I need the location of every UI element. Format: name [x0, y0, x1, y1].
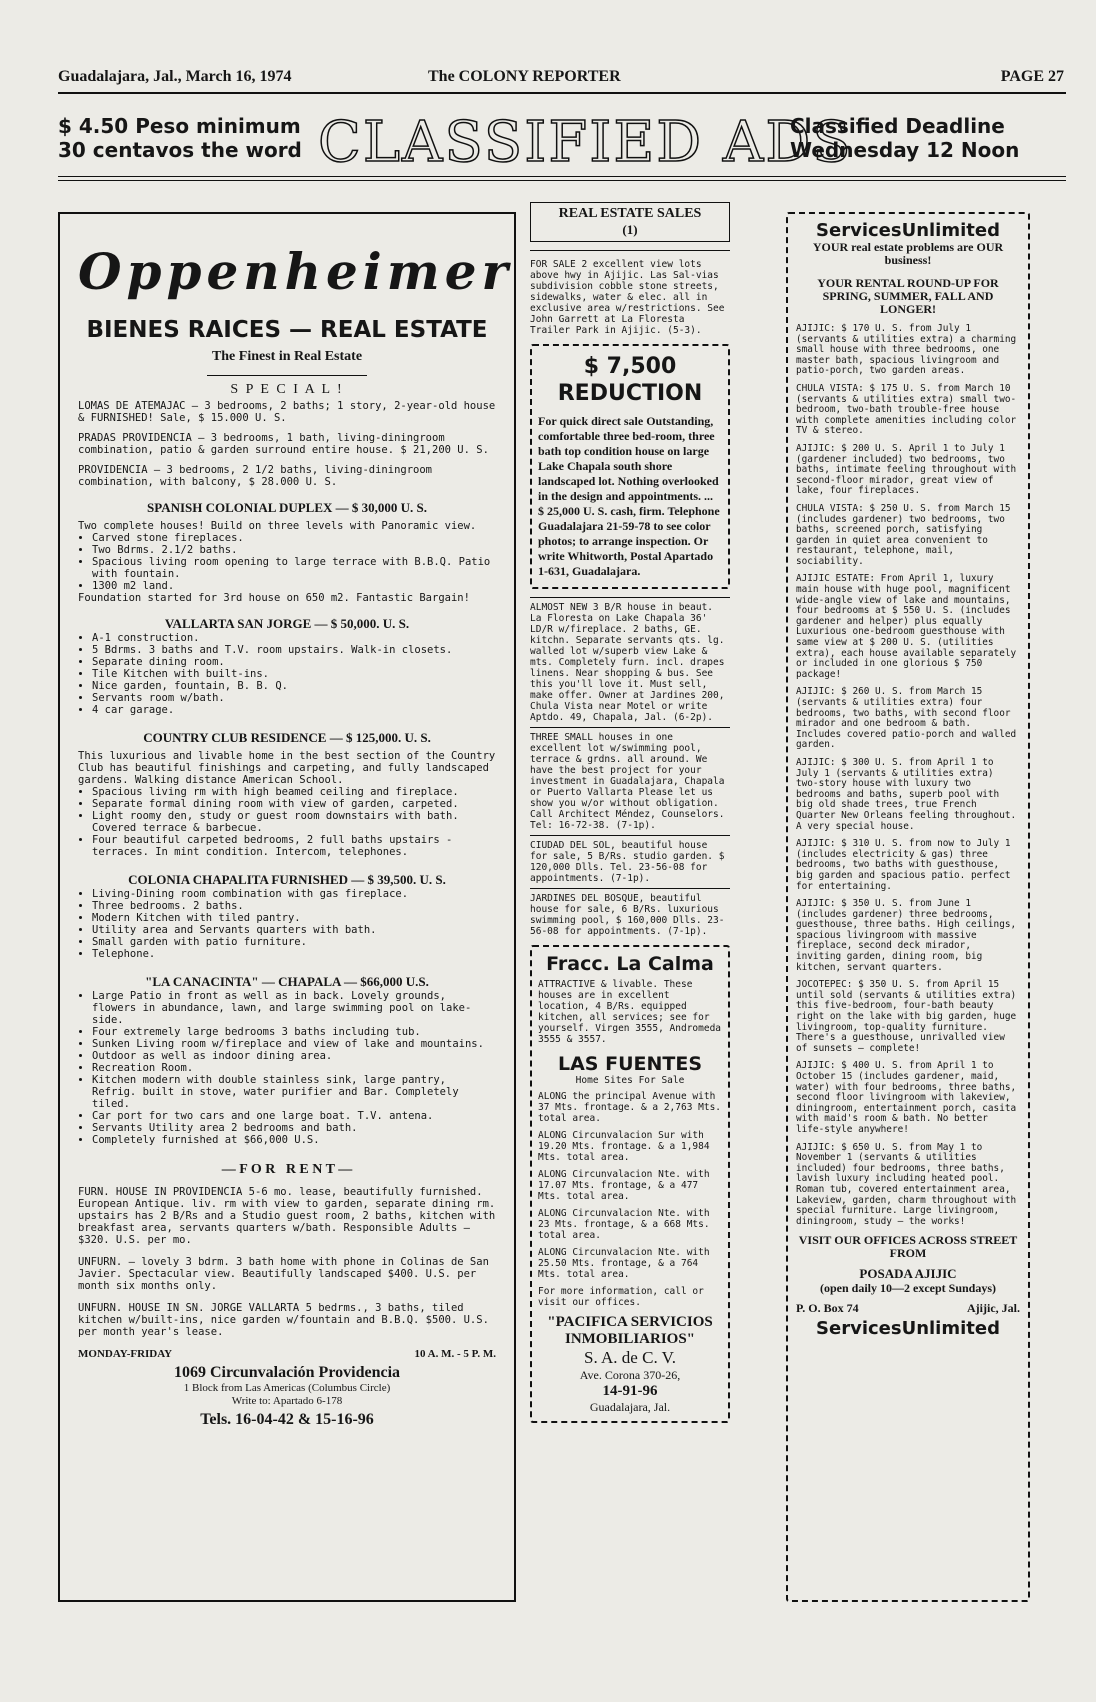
list-item: • 5 Bdrms. 3 baths and T.V. room upstairs. Walk-in closets.: [92, 644, 496, 656]
vallarta-list: [78, 632, 496, 716]
special-listing: PRADAS PROVIDENCIA — 3 bedrooms, 1 bath, living-diningroom combination, patio & garden surround entire house. $ 21,200 U. S.: [78, 432, 489, 456]
services-tagline: YOUR real estate problems are OUR business!: [812, 240, 1004, 267]
oppenheimer-name: Oppenheimer: [78, 242, 513, 301]
list-item: • Servants Utility area 2 bedrooms and bath.: [92, 1122, 496, 1134]
visit-offices: VISIT OUR OFFICES ACROSS STREET FROM: [798, 1233, 1018, 1261]
canacinta-heading: "LA CANACINTA" — CHAPALA — $66,000 U.S.: [145, 974, 429, 989]
classified-ads-title: CLASSIFIED ADS: [318, 110, 853, 175]
office-phones: Tels. 16-04-42 & 15-16-96: [200, 1411, 374, 1428]
rental-listing: AJIJIC: $ 170 U. S. from July 1 (servants & utilities extra) a charming small house with three bedrooms, one master bath, spacious livingroom and patio-porch, two garden areas.: [796, 323, 1022, 377]
header-page: PAGE 27: [1000, 68, 1064, 85]
rental-listing: AJIJIC: $ 200 U. S. April 1 to July 1 (gardener included) two bedrooms, two baths, intimate feeling throughout with second-floor mirador, great view of lake, four fireplaces.: [796, 442, 1022, 497]
list-item: • Completely furnished at $66,000 U.S.: [92, 1134, 496, 1146]
real-estate-sales-column: [530, 202, 730, 1423]
list-item: • Spacious living room opening to large terrace with B.B.Q. Patio with fountain.: [92, 556, 496, 580]
rental-listings: [796, 324, 1020, 1227]
header-date: Guadalajara, Jal., March 16, 1974: [58, 68, 292, 85]
list-item: • Servants room w/bath.: [92, 692, 496, 704]
list-item: • Carved stone fireplaces.: [92, 532, 496, 544]
office-address: 1069 Circunvalación Providencia: [173, 1364, 401, 1381]
rental-listing: AJIJIC: $ 650 U. S. from May 1 to November 1 (servants & utilities included) four bedrooms, three baths, lavish luxury including heated pool. Roman tub, covered entertainment area, Lakeview, garden, charm throughout with special furniture. Large livingroom, diningroom, study — the works!: [796, 1141, 1022, 1227]
country-intro: This luxurious and livable home in the best section of the Country Club has beautiful finishings and carpeting, and fully landscaped gardens. Walking distance American School.: [78, 750, 502, 786]
lot-listing: ALONG Circunvalacion Nte. with 17.07 Mts. frontage, & a 477 Mts. total area.: [538, 1169, 716, 1202]
list-item: • Small garden with patio furniture.: [92, 936, 496, 948]
list-item: • Separate dining room.: [92, 656, 496, 668]
vallarta-heading: VALLARTA SAN JORGE — $ 50,000. U. S.: [164, 616, 410, 631]
price-note: $ 4.50 Peso minimum 30 centavos the word: [58, 114, 302, 162]
rent-listing: FURN. HOUSE IN PROVIDENCIA 5-6 mo. lease, beautifully furnished. European Antique. liv. rm with view to garden, separate dining rm. upstairs has 2 B/Rs and a Studio guest room, 2 baths, kitchen with breakfast area, servants quarters w/bath. Responsible Adults — $320. U.S. per mo.: [78, 1186, 502, 1246]
special-heading: S P E C I A L !: [230, 382, 344, 397]
country-heading: COUNTRY CLUB RESIDENCE — $ 125,000. U. S.: [143, 730, 431, 745]
list-item: • Kitchen modern with double stainless sink, large pantry, Refrig. built in stove, water purifier and Bar. Completely tiled.: [92, 1074, 496, 1110]
rental-listing: AJIJIC: $ 400 U. S. from April 1 to October 15 (includes gardener, maid, water) with four bedrooms, three baths, second floor livingroom with lakeview, diningroom, entertainment porch, casita with maid's room & bath. No better life-style anywhere!: [796, 1060, 1022, 1135]
classified-listing: THREE SMALL houses in one excellent lot w/swimming pool, terrace & grdns. all around. We have the best project for your investment in Guadalajara, Chapala or Puerto Vallarta Please let us show you w/or without obligation. Call Architect Méndez, Counselors. Tel: 16-72-38. (7-1p).: [530, 732, 731, 831]
list-item: • Telephone.: [92, 948, 496, 960]
rental-listing: AJIJIC: $ 260 U. S. from March 15 (servants & utilities extra) four bedrooms, two baths, with second floor mirador and one bedroom & bath. Includes covered patio-porch and walled garden.: [796, 686, 1022, 751]
list-item: • Outdoor as well as indoor dining area.: [92, 1050, 496, 1062]
fracc-la-calma-ad: Fracc. La Calma ATTRACTIVE & livable. These houses are in excellent location, 4 B/Rs. equipped kitchen, all services; see for yourself. Virgen 3555, Andromeda 3555 & 3557. LAS FUENTES Home Sites For Sale ALONG the principal Avenue with 37 Mts. frontage. & a 2,763 Mts. total area. ALONG Circunvalacion Sur with 19.20 Mts. frontage. & a 1,984 Mts. total area. ALONG Circunvalacion Nte. with 17.07 Mts. frontage, & a 477 Mts. total area. ALONG Circunvalacion Nte. with 23 Mts. frontage, & a 668 Mts. total area. ALONG Circunvalacion Nte. with 25.50 Mts. frontage, & a 764 Mts. total area. For more information, call or visit our offices. "PACIFICA SERVICIOS INMOBILIARIOS" S. A. de C. V. Ave. Corona 370-26, 14-91-96 Guadalajara, Jal.: [530, 945, 730, 1423]
services-footer: ServicesUnlimited: [816, 1318, 1000, 1340]
oppenheimer-tagline: BIENES RAICES — REAL ESTATE: [86, 317, 488, 343]
rental-listing: AJIJIC ESTATE: From April 1, luxury main house with huge pool, magnificent wide-angle view of lake and mountains, four bedrooms at $ 550 U. S. (includes gardener and helper) plus equally Luxurious one-bedroom guesthouse with same view at $ 200 U. S. (utilities extra), each house available separately or included in one glorious $ 750 package!: [796, 573, 1022, 680]
office-hours: MONDAY-FRIDAY 10 A. M. - 5 P. M.: [78, 1348, 496, 1360]
duplex-heading: SPANISH COLONIAL DUPLEX — $ 30,000 U. S.: [146, 500, 428, 515]
list-item: • Three bedrooms. 2 baths.: [92, 900, 496, 912]
special-listing: PROVIDENCIA — 3 bedrooms, 2 1/2 baths, living-diningroom combination, with balcony, $ 28.000 U. S.: [78, 464, 439, 488]
section-header: REAL ESTATE SALES (1): [530, 202, 730, 242]
country-list: [78, 786, 496, 858]
list-item: • Nice garden, fountain, B. B. Q.: [92, 680, 496, 692]
duplex-footer: Foundation started for 3rd house on 650 m2. Fantastic Bargain!: [78, 592, 470, 604]
divider: [207, 375, 367, 376]
list-item: • A-1 construction.: [92, 632, 496, 644]
canacinta-list: [78, 990, 496, 1146]
posada-name: POSADA AJIJIC: [859, 1266, 957, 1282]
rent-listing: UNFURN. — lovely 3 bdrm. 3 bath home with phone in Colinas de San Javier. Spectacular view. Beautifully landscaped $400. U.S. per month six months only.: [78, 1256, 496, 1292]
list-item: • Light roomy den, study or guest room downstairs with bath. Covered terrace & barbecue.: [92, 810, 496, 834]
services-title: ServicesUnlimited: [816, 220, 1000, 241]
po-box-line: P. O. Box 74 Ajijic, Jal.: [796, 1301, 1020, 1316]
list-item: • Living-Dining room combination with gas fireplace.: [92, 888, 496, 900]
list-item: • Sunken Living room w/fireplace and view of lake and mountains.: [92, 1038, 496, 1050]
list-item: • Car port for two cars and one large boat. T.V. antena.: [92, 1110, 496, 1122]
classified-listing: JARDINES DEL BOSQUE, beautiful house for sale, 6 B/Rs. luxurious swimming pool, $ 160,000 Dlls. 23-56-08 for appointments. (7-1p).: [530, 893, 725, 937]
banner-rule-2: [58, 180, 1066, 181]
rental-listing: AJIJIC: $ 300 U. S. from April 1 to July 1 (servants & utilities extra) two-story house with luxury two bedrooms and baths, superb pool with big old shade trees, true French Quarter New Orleans feeling throughout. A very special house.: [796, 756, 1022, 832]
office-hours: (open daily 10—2 except Sundays): [819, 1281, 997, 1296]
rental-roundup: YOUR RENTAL ROUND-UP FOR SPRING, SUMMER, FALL AND LONGER!: [817, 276, 999, 316]
list-item: • Two Bdrms. 2.1/2 baths.: [92, 544, 496, 556]
classified-listing: CIUDAD DEL SOL, beautiful house for sale, 5 B/Rs. studio garden. $ 120,000 Dlls. Tel. 23-56-08 for appointments. (7-1p).: [530, 840, 731, 884]
services-unlimited-ad: [786, 212, 1030, 1602]
duplex-intro: Two complete houses! Build on three levels with Panoramic view.: [78, 520, 477, 532]
list-item: • Four extremely large bedrooms 3 baths including tub.: [92, 1026, 496, 1038]
list-item: • 1300 m2 land.: [92, 580, 496, 592]
oppenheimer-subtitle: The Finest in Real Estate: [211, 349, 363, 364]
oppenheimer-ad: [58, 212, 516, 1602]
office-write: Write to: Apartado 6-178: [231, 1394, 343, 1407]
duplex-list: [78, 532, 496, 592]
banner-rule: [58, 176, 1066, 177]
rental-listing: AJIJIC: $ 350 U. S. from June 1 (includes gardener) three bedrooms, guesthouse, three baths. High ceilings, spacious livingroom with massive fireplace, second deck mirador, inviting garden, dining room, big kitchen, servant quarters.: [796, 898, 1022, 973]
classified-listing: FOR SALE 2 excellent view lots above hwy in Ajijic. Las Sal-vias subdivision cobble stone streets, sidewalks, water & elec. all in exclusive area w/restrictions. See John Garrett at La Floresta Trailer Park in Ajijic. (5-3).: [530, 259, 731, 336]
list-item: • Large Patio in front as well as in back. Lovely grounds, flowers in abundance, lawn, and large swimming pool on lake-side.: [92, 990, 496, 1026]
office-block: 1 Block from Las Americas (Columbus Circle): [183, 1382, 391, 1394]
reduction-ad: $ 7,500 REDUCTION For quick direct sale Outstanding, comfortable three bed-room, three bath top condition house on large Lake Chapala south shore landscaped lot. Nothing overlooked in the design and appointments. ... $ 25,000 U. S. cash, firm. Telephone Guadalajara 21-59-78 to see color photos; to arrange inspection. Or write Whitworth, Postal Apartado 1-631, Guadalajara.: [530, 344, 730, 589]
list-item: • Modern Kitchen with tiled pantry.: [92, 912, 496, 924]
list-item: • Spacious living rm with high beamed ceiling and fireplace.: [92, 786, 496, 798]
list-item: • Recreation Room.: [92, 1062, 496, 1074]
for-rent-heading: — F O R R E N T —: [221, 1162, 353, 1177]
list-item: • Utility area and Servants quarters with bath.: [92, 924, 496, 936]
rental-listing: AJIJIC: $ 310 U. S. from now to July 1 (includes electricity & gas) three bedrooms, two baths with guesthouse, big garden and spacious patio. perfect for entertaining.: [796, 838, 1017, 892]
header-paper: The COLONY REPORTER: [428, 68, 621, 85]
chapalita-list: [78, 888, 496, 960]
list-item: • Four beautiful carpeted bedrooms, 2 full baths upstairs - terraces. In mint condition. Intercom, telephones.: [92, 834, 496, 858]
rental-listing: CHULA VISTA: $ 250 U. S. from March 15 (includes gardener) two bedrooms, two baths, screened porch, satisfying garden in quiet area convenient to restaurant, telephone, mail, sociability.: [796, 502, 1017, 567]
header-rule: [58, 92, 1066, 94]
lot-listing: ALONG the principal Avenue with 37 Mts. frontage. & a 2,763 Mts. total area.: [538, 1091, 727, 1124]
lot-listing: ALONG Circunvalacion Sur with 19.20 Mts. frontage. & a 1,984 Mts. total area.: [538, 1130, 716, 1163]
rental-listing: CHULA VISTA: $ 175 U. S. from March 10 (servants & utilities extra) small two-bedroom, two-bath trouble-free house with complete amenities including color TV & stereo.: [796, 382, 1022, 437]
special-listing: LOMAS DE ATEMAJAC — 3 bedrooms, 2 baths; 1 story, 2-year-old house & FURNISHED! Sale, $ 15.000 U. S.: [78, 400, 502, 424]
list-item: • Separate formal dining room with view of garden, carpeted.: [92, 798, 496, 810]
lot-listing: ALONG Circunvalacion Nte. with 23 Mts. frontage, & a 668 Mts. total area.: [538, 1208, 716, 1241]
chapalita-heading: COLONIA CHAPALITA FURNISHED — $ 39,500. U. S.: [128, 872, 446, 887]
classified-listing: ALMOST NEW 3 B/R house in beaut. La Floresta on Lake Chapala 36' LD/R w/fireplace. 2 baths, GE. kitchn. Separate servants qts. lg. walled lot w/superb view Lake & mts. Completely furn. incl. drapes linens. Near shopping & bus. See this you'll love it. Must sell, make offer. Owner at Jardines 200, Chula Vista near Motel or write Aptdo. 49, Chapala, Jal. (6-2p).: [530, 602, 731, 723]
list-item: • Tile Kitchen with built-ins.: [92, 668, 496, 680]
list-item: • 4 car garage.: [92, 704, 496, 716]
rental-listing: JOCOTEPEC: $ 350 U. S. from April 15 until sold (servants & utilities extra) this five-bedroom, four-bath beauty right on the lake with big garden, huge livingroom, top-quality furniture. There's a guesthouse, unrivalled view of sunsets — complete!: [796, 979, 1022, 1054]
rent-listing: UNFURN. HOUSE IN SN. JORGE VALLARTA 5 bedrms., 3 baths, tiled kitchen w/built-ins, nice garden w/fountain and B.B.Q. $500. U.S. per month year's lease.: [78, 1302, 496, 1338]
lot-listing: ALONG Circunvalacion Nte. with 25.50 Mts. frontage, & a 764 Mts. total area.: [538, 1247, 716, 1280]
deadline-note: Classified Deadline Wednesday 12 Noon: [790, 114, 1020, 162]
